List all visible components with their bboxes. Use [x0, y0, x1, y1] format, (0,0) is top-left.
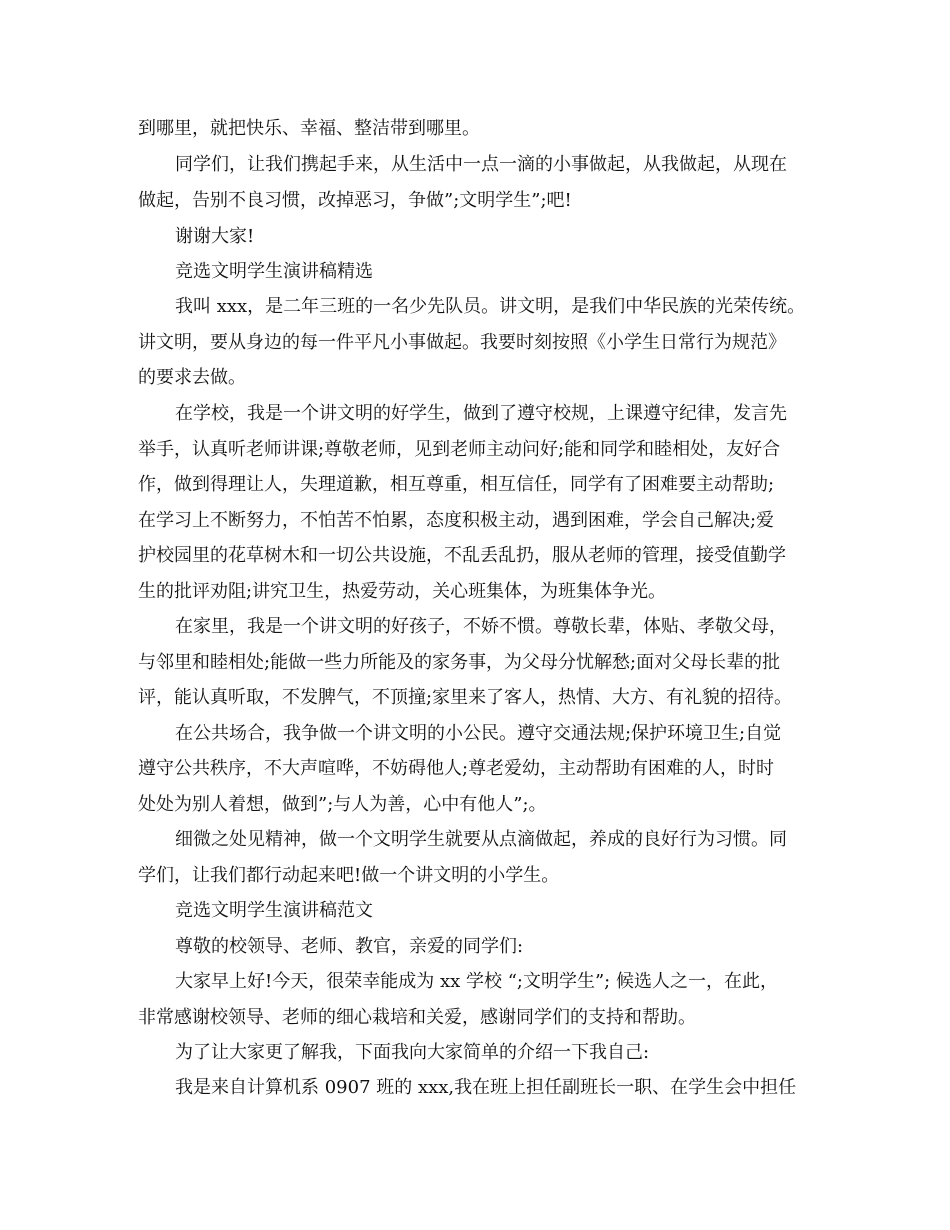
- section-heading-1: 竞选文明学生演讲稿精选: [175, 261, 373, 282]
- text-line-18: 在公共场合，我争做一个讲文明的小公民。遵守交通法规;保护环境卫生;自觉: [175, 723, 782, 744]
- text-line-11: 作，做到得理让人，失理道歉，相互尊重，相互信任，同学有了困难要主动帮助;: [138, 474, 775, 495]
- text-line-12: 在学习上不断努力，不怕苦不怕累，态度积极主动，遇到困难，学会自己解决;爱: [138, 510, 775, 531]
- text-line-27: 为了让大家更了解我，下面我向大家简单的介绍一下我自己:: [175, 1042, 650, 1063]
- text-line-25: 大家早上好!今天，很荣幸能成为 xx 学校 “;文明学生”; 候选人之一，在此，: [175, 971, 778, 992]
- text-line-4: 谢谢大家!: [175, 226, 255, 247]
- text-line-1: 到哪里，就把快乐、幸福、整洁带到哪里。: [138, 118, 480, 139]
- text-line-13: 护校园里的花草树木和一切公共设施，不乱丢乱扔，服从老师的管理，接受值勤学: [138, 545, 786, 566]
- text-line-3: 做起，告别不良习惯，改掉恶习，争做”;文明学生”;吧!: [138, 190, 572, 211]
- text-line-10: 举手，认真听老师讲课;尊敬老师，见到老师主动问好;能和同学和睦相处，友好合: [138, 439, 781, 460]
- text-line-24: 尊敬的校领导、老师、教官，亲爱的同学们:: [175, 936, 524, 957]
- text-line-19: 遵守公共秩序，不大声喧哗，不妨碍他人;尊老爱幼，主动帮助有困难的人，时时: [138, 758, 775, 779]
- section-heading-2: 竞选文明学生演讲稿范文: [175, 900, 373, 921]
- text-line-26: 非常感谢校领导、老师的细心栽培和关爱，感谢同学们的支持和帮助。: [138, 1007, 696, 1028]
- text-line-28: 我是来自计算机系 0907 班的 xxx,我在班上担任副班长一职、在学生会中担任: [175, 1077, 797, 1098]
- text-line-7: 讲文明，要从身边的每一件平凡小事做起。我要时刻按照《小学生日常行为规范》: [138, 332, 786, 353]
- text-line-22: 学们，让我们都行动起来吧!做一个讲文明的小学生。: [138, 865, 560, 886]
- text-line-14: 生的批评劝阻;讲究卫生，热爱劳动，关心班集体，为班集体争光。: [138, 581, 667, 602]
- text-line-2: 同学们，让我们携起手来，从生活中一点一滴的小事做起，从我做起，从现在: [175, 154, 787, 175]
- text-line-20: 处处为别人着想，做到”;与人为善，心中有他人”;。: [138, 794, 547, 815]
- text-line-9: 在学校，我是一个讲文明的好学生，做到了遵守校规，上课遵守纪律，发言先: [175, 403, 787, 424]
- text-line-8: 的要求去做。: [138, 367, 246, 388]
- text-line-15: 在家里，我是一个讲文明的好孩子，不娇不惯。尊敬长辈，体贴、孝敬父母，: [175, 616, 787, 637]
- text-line-16: 与邻里和睦相处;能做一些力所能及的家务事，为父母分忧解愁;面对父母长辈的批: [138, 652, 781, 673]
- text-line-17: 评，能认真听取，不发脾气，不顶撞;家里来了客人，热情、大方、有礼貌的招待。: [138, 687, 793, 708]
- text-line-21: 细微之处见精神，做一个文明学生就要从点滴做起，养成的良好行为习惯。同: [175, 829, 787, 850]
- text-line-6: 我叫 xxx，是二年三班的一名少先队员。讲文明，是我们中华民族的光荣传统。: [175, 296, 806, 317]
